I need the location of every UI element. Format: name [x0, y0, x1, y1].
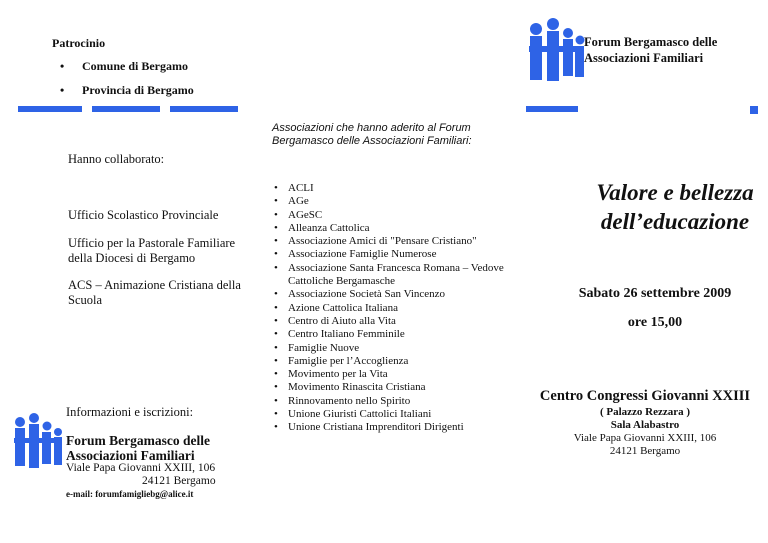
list-item: • Famiglie per l’Accoglienza: [288, 355, 508, 368]
venue-city: 24121 Bergamo: [609, 445, 681, 457]
org-address: [66, 462, 241, 488]
list-item: • Associazione Società San Vincenzo: [288, 288, 508, 301]
event-time: ore 15,00: [627, 315, 683, 330]
address-line: Viale Papa Giovanni XXIII, 106: [66, 462, 216, 474]
list-item: • Associazione Famiglie Numerose: [288, 248, 508, 261]
list-item: • Alleanza Cattolica: [288, 222, 508, 235]
collaborator-item: Ufficio Scolastico Provinciale: [68, 208, 219, 222]
divider: [750, 106, 758, 114]
list-item: • Comune di Bergamo: [82, 58, 194, 82]
informazioni-title: Informazioni e iscrizioni:: [66, 405, 194, 419]
address-city: 24121 Bergamo: [142, 475, 216, 487]
list-item: • Movimento per la Vita: [288, 368, 508, 381]
list-item: • AGeSC: [288, 209, 508, 222]
list-item: • Famiglie Nuove: [288, 342, 508, 355]
collaborator-item: Ufficio per la Pastorale Familiare della Diocesi di Bergamo: [68, 236, 236, 265]
header-org-name: Forum Bergamasco delle Associazioni Familiari: [584, 35, 718, 65]
associazioni-list: [288, 182, 508, 435]
list-item: • Centro Italiano Femminile: [288, 328, 508, 341]
divider: [18, 106, 82, 112]
event-title: Valore e bellezza dell’educazione: [596, 180, 754, 234]
divider: [170, 106, 238, 112]
patrocinio-title: Patrocinio: [52, 36, 106, 50]
org-name: Forum Bergamasco delle Associazioni Familiari: [66, 433, 210, 463]
list-item: • Rinnovamento nello Spirito: [288, 395, 508, 408]
family-figures-logo-icon: [526, 18, 586, 84]
list-item: • Azione Cattolica Italiana: [288, 302, 508, 315]
patrocinio-list: [82, 58, 194, 106]
list-item: • AGe: [288, 195, 508, 208]
divider: [92, 106, 160, 112]
collaborator-item: ACS – Animazione Cristiana della Scuola: [68, 278, 241, 307]
venue-address: Viale Papa Giovanni XXIII, 106: [573, 432, 717, 444]
list-item: • Associazione Amici di "Pensare Cristiano": [288, 235, 508, 248]
event-date: Sabato 26 settembre 2009: [578, 286, 732, 301]
list-item: • Movimento Rinascita Cristiana: [288, 381, 508, 394]
venue-room: Sala Alabastro: [610, 419, 680, 431]
list-item: • ACLI: [288, 182, 508, 195]
list-item: • Unione Cristiana Imprenditori Dirigenti: [288, 421, 508, 434]
collaborazione-title: Hanno collaborato:: [68, 152, 165, 166]
event-venue-details: [560, 406, 730, 458]
list-item: • Provincia di Bergamo: [82, 82, 194, 106]
list-item: • Unione Giuristi Cattolici Italiani: [288, 408, 508, 421]
family-figures-logo-icon: [10, 412, 64, 470]
email-link[interactable]: e-mail: forumfamigliebg@alice.it: [66, 489, 194, 499]
list-item: • Associazione Santa Francesca Romana – Vedove Cattoliche Bergamasche: [288, 262, 508, 289]
venue-detail: ( Palazzo Rezzara ): [599, 406, 691, 418]
list-item: • Centro di Aiuto alla Vita: [288, 315, 508, 328]
event-venue: Centro Congressi Giovanni XXIII: [539, 388, 751, 404]
associazioni-title: Associazioni che hanno aderito al Forum Bergamasco delle Associazioni Familiari:: [272, 122, 472, 147]
divider: [526, 106, 578, 112]
